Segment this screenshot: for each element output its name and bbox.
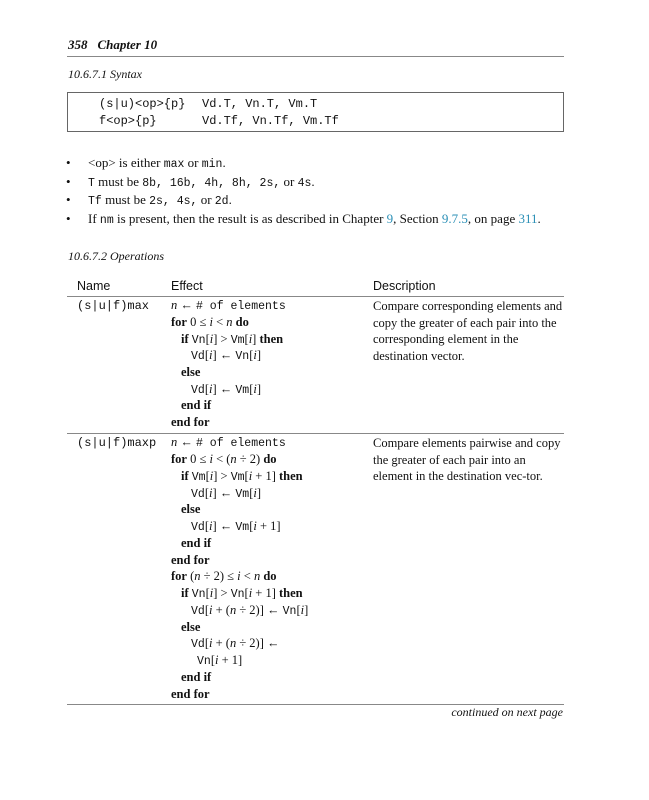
- page-link[interactable]: 311: [518, 210, 538, 226]
- description-max: Compare corresponding elements and copy the greater of each pair into the corresponding element in the destination vector.: [373, 299, 563, 364]
- column-header-description: Description: [373, 279, 436, 293]
- syntax-box: [67, 92, 564, 132]
- table-header-rule: [67, 296, 564, 297]
- row-name-maxp: (s|u|f)maxp: [77, 436, 157, 450]
- header-rule: [67, 56, 564, 57]
- syntax-heading: 10.6.7.1 Syntax: [68, 67, 142, 81]
- constraints-list: [66, 154, 566, 228]
- column-header-effect: Effect: [171, 279, 203, 293]
- continued-note: continued on next page: [451, 705, 563, 719]
- list-item: • <op> is either max or min.: [66, 155, 226, 171]
- syntax-form-2: f<op>{p}: [99, 114, 157, 128]
- section-link[interactable]: 9.7.5: [441, 210, 468, 226]
- row-name-max: (s|u|f)max: [77, 299, 150, 313]
- chapter-title: Chapter 10: [97, 37, 158, 52]
- page-number: 358: [68, 37, 88, 52]
- operations-heading: 10.6.7.2 Operations: [68, 249, 164, 263]
- list-item: • T must be 8b, 16b, 4h, 8h, 2s, or 4s.: [66, 173, 315, 190]
- row-divider: [67, 433, 564, 434]
- description-maxp: Compare elements pairwise and copy the greater of each pair into an element in the destination vec-tor.: [373, 436, 561, 484]
- list-item: • Tf must be 2s, 4s, or 2d.: [66, 192, 232, 208]
- syntax-operands-2: Vd.Tf, Vn.Tf, Vm.Tf: [202, 114, 339, 128]
- syntax-operands-1: Vd.T, Vn.T, Vm.T: [202, 97, 318, 111]
- list-item: • If nm is present, then the result is as described in Chapter 9, Section 9.7.5, on page 311.: [66, 210, 541, 227]
- column-header-name: Name: [77, 279, 111, 293]
- running-header: [68, 37, 157, 53]
- chapter-link[interactable]: 9: [386, 210, 394, 226]
- syntax-form-1: (s|u)<op>{p}: [99, 97, 186, 111]
